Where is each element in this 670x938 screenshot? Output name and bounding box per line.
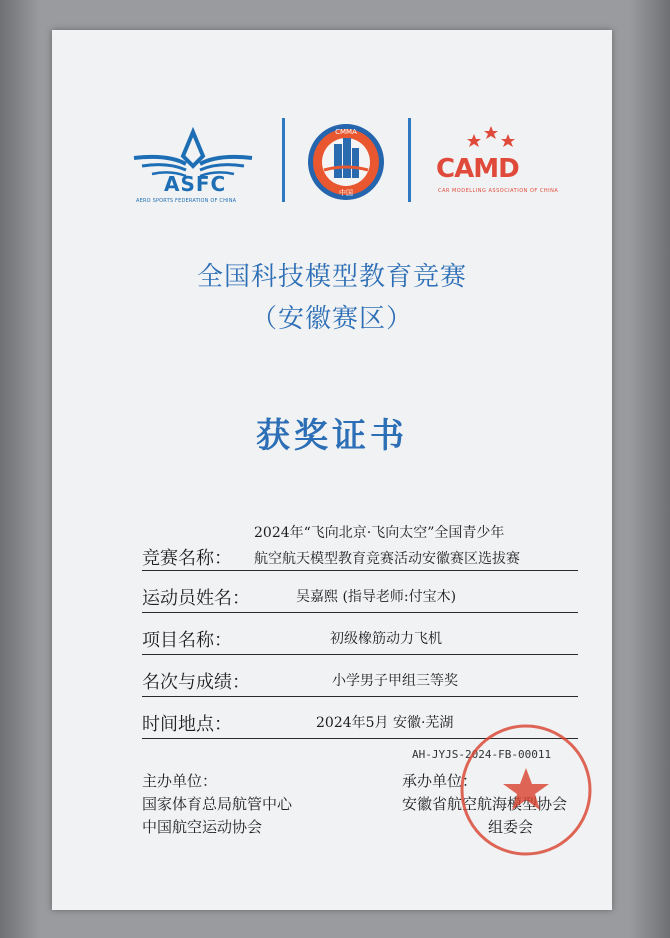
competition-title: 全国科技模型教育竞赛 (196, 262, 467, 292)
official-seal-icon (456, 720, 596, 860)
asfc-subtitle: AERO SPORTS FEDERATION OF CHINA (136, 198, 237, 204)
underline (142, 612, 578, 613)
field-label: 名次与成绩： (142, 672, 250, 693)
field-competition-name (142, 520, 582, 570)
host-organizers (142, 770, 292, 839)
cmma-badge-sub: 中国 (339, 189, 353, 197)
field-label: 时间地点： (142, 714, 232, 735)
field-label: 运动员姓名： (142, 588, 250, 609)
cmma-badge-text: CMMA (335, 128, 357, 136)
host-label: 主办单位： (142, 772, 218, 790)
camd-subtitle: CAR MODELLING ASSOCIATION OF CHINA (438, 188, 559, 194)
field-project-name (142, 624, 582, 660)
host-org-1: 国家体育总局航管中心 (142, 795, 293, 813)
field-value-line2: 航空航天模型教育竞赛活动安徽赛区选拔赛 (254, 551, 520, 567)
undertaker-org-2: 组委会 (488, 818, 534, 836)
field-athlete-name (142, 582, 582, 618)
field-value: 小学男子甲组三等奖 (332, 673, 458, 689)
field-value: 初级橡筋动力飞机 (330, 631, 442, 647)
logo-divider-left (282, 118, 285, 202)
underline (142, 570, 578, 571)
cmma-badge-icon (304, 120, 388, 204)
asfc-name: ASFC (164, 172, 227, 196)
field-value: 2024年5月 安徽·芜湖 (316, 715, 454, 731)
camd-name: CAMD (436, 154, 519, 184)
field-value-line1: 2024年“飞向北京·飞向太空”全国青少年 (254, 525, 505, 541)
field-label: 项目名称： (142, 630, 232, 651)
field-label: 竞赛名称： (142, 548, 232, 569)
certificate-code: AH-JYJS-2024-FB-00011 (412, 748, 552, 761)
competition-region: （安徽赛区） (250, 304, 413, 334)
certificate-heading: 获奖证书 (256, 416, 408, 456)
logo-bar (52, 114, 612, 244)
host-org-2: 中国航空运动协会 (142, 818, 263, 836)
underline (142, 654, 578, 655)
undertaker-label: 承办单位： (402, 772, 478, 790)
undertaker-org-1: 安徽省航空航海模型协会 (402, 795, 568, 813)
field-ranking (142, 666, 582, 702)
logo-divider-right (408, 118, 411, 202)
underline (142, 696, 578, 697)
field-value: 吴嘉熙 (指导老师:付宝木) (296, 589, 457, 605)
